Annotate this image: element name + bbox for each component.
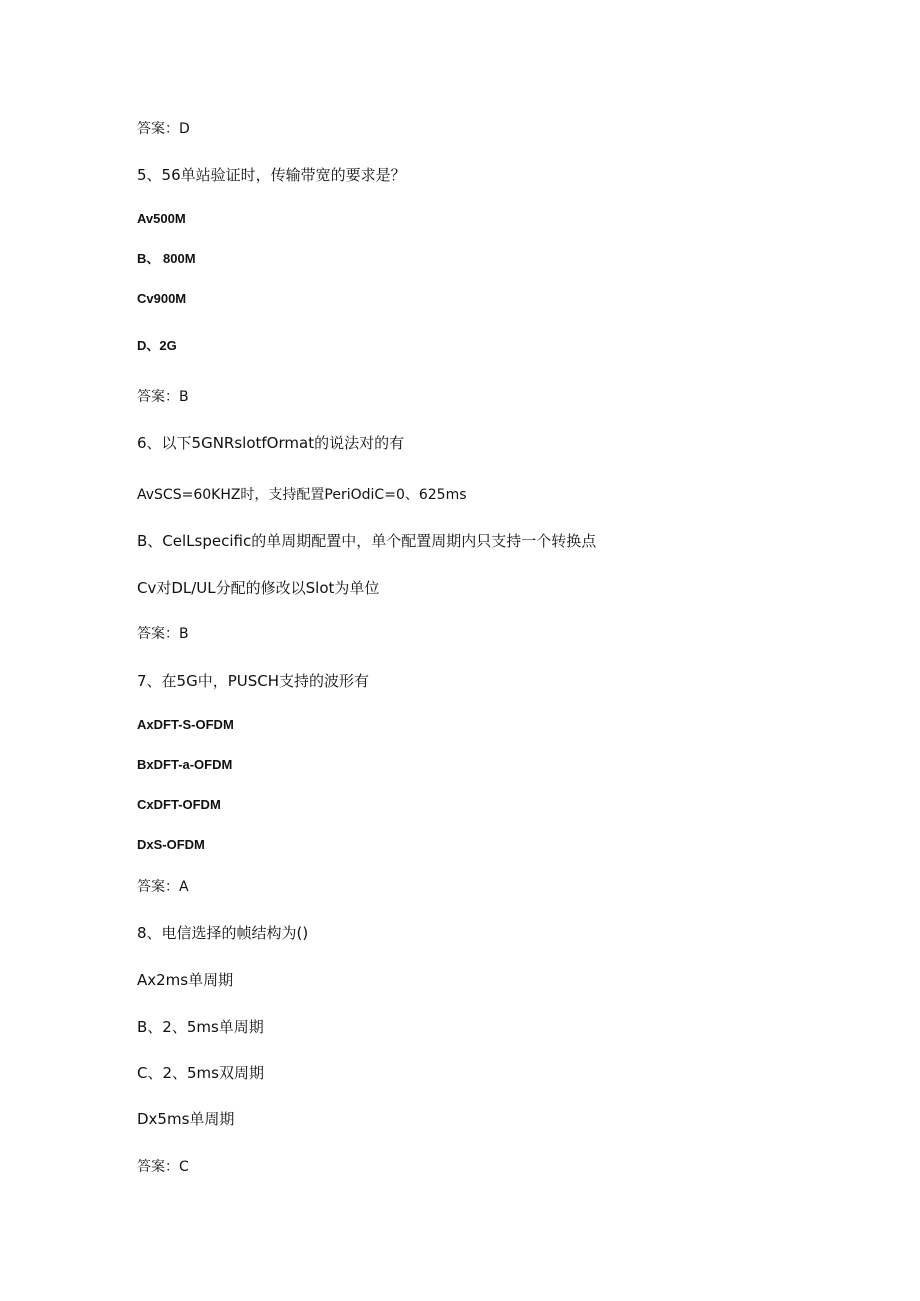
q6-option-a: AvSCS=60KHZ时，支持配置PeriOdiC=0、625ms xyxy=(137,487,467,503)
q7-option-b: BxDFT-a-OFDM xyxy=(137,757,233,772)
q5-option-d: D、2G xyxy=(137,338,177,353)
q6-option-c: Cv对DL/UL分配的修改以Slot为单位 xyxy=(137,579,380,597)
q5-option-a: Av500M xyxy=(137,211,186,226)
q5-option-b: B、 800M xyxy=(137,251,196,266)
question-5: 5、56单站验证时，传输带宽的要求是？ xyxy=(137,166,406,184)
q6-option-b: B、CelLspecific的单周期配置中，单个配置周期内只支持一个转换点 xyxy=(137,532,597,550)
answer-7: 答案：A xyxy=(137,879,189,895)
question-7: 7、在5G中，PUSCH支持的波形有 xyxy=(137,672,370,690)
answer-6: 答案：B xyxy=(137,626,189,642)
q5-option-c: Cv900M xyxy=(137,291,187,306)
question-6: 6、以下5GNRslotfOrmat的说法对的有 xyxy=(137,434,405,452)
q8-option-c: C、2、5ms双周期 xyxy=(137,1064,264,1082)
q8-option-b: B、2、5ms单周期 xyxy=(137,1018,264,1036)
q7-option-a: AxDFT-S-OFDM xyxy=(137,717,234,732)
q8-option-d: Dx5ms单周期 xyxy=(137,1110,235,1128)
q8-option-a: Ax2ms单周期 xyxy=(137,971,234,989)
question-8: 8、电信选择的帧结构为() xyxy=(137,924,309,942)
q7-option-d: DxS-OFDM xyxy=(137,837,205,852)
answer-5: 答案：B xyxy=(137,389,189,405)
answer-8: 答案：C xyxy=(137,1159,189,1175)
answer-4: 答案：D xyxy=(137,121,190,137)
q7-option-c: CxDFT-OFDM xyxy=(137,797,221,812)
